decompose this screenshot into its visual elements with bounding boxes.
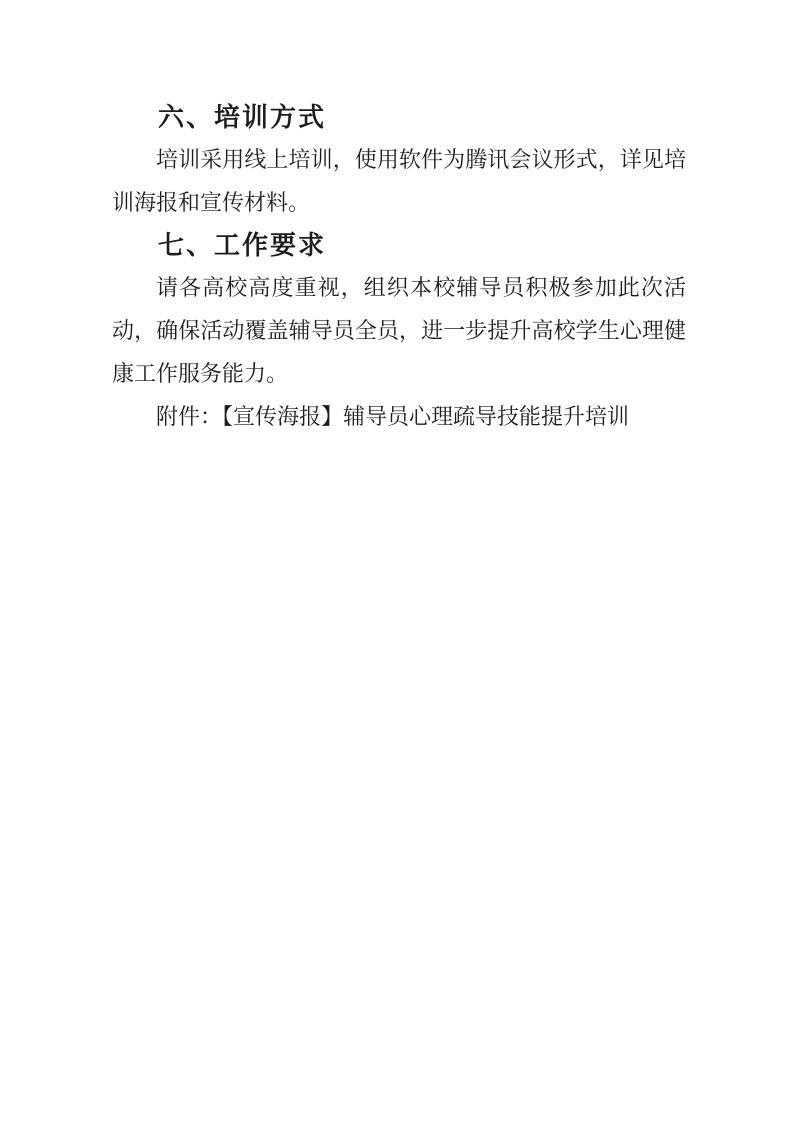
paragraph [112, 267, 686, 395]
paragraph-line: 请各高校高度重视，组织本校辅导员积极参加此次活 [156, 275, 686, 301]
paragraph-line: 动，确保活动覆盖辅导员全员，进一步提升高校学生心理健 [112, 317, 686, 343]
paragraph-line: 附件：【宣传海报】辅导员心理疏导技能提升培训 [156, 403, 630, 429]
document-body [112, 96, 686, 438]
heading-line: 七、工作要求 [158, 230, 327, 261]
paragraph-line: 训海报和宣传材料。 [112, 189, 311, 215]
paragraph [112, 396, 686, 439]
paragraph-line: 康工作服务能力。 [112, 360, 289, 386]
section-heading [112, 96, 686, 139]
heading-line: 六、培训方式 [158, 102, 327, 132]
section-heading [112, 224, 686, 267]
paragraph-line: 培训采用线上培训，使用软件为腾讯会议形式，详见培 [156, 146, 686, 172]
paragraph [112, 139, 686, 225]
